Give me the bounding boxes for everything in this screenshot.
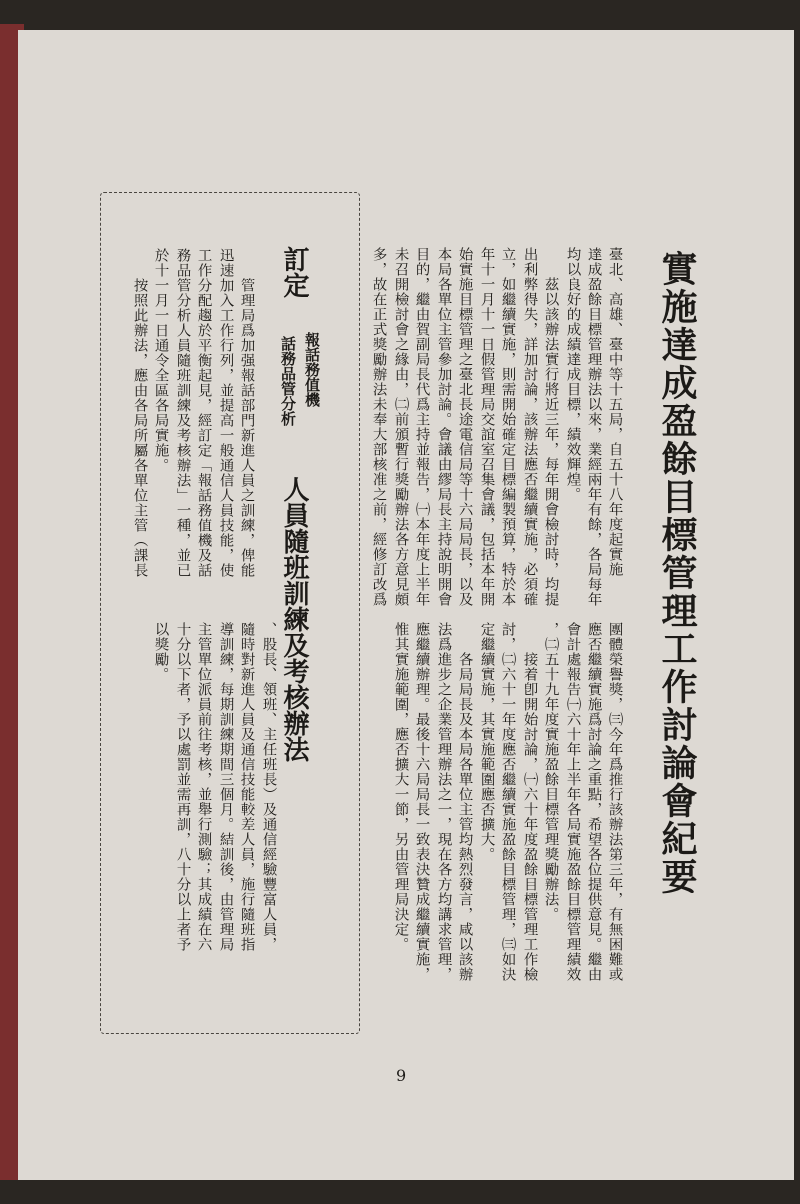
article-column: 臺北、高雄、臺中等十五局，自五十八年度起實施 [606, 247, 623, 577]
notice-column: 以獎勵。 [152, 622, 169, 682]
notice-column: 隨時對新進人員及通信技能較差人員，施行隨班指 [238, 622, 255, 952]
article-column: 團體榮譽獎，㈢今年爲推行該辦法第三年，有無困難或 [606, 622, 623, 982]
article-column: 多，故在正式獎勵辦法未奉大部核准之前，經修訂改爲 [370, 247, 387, 607]
article-column: 惟其實施範圍，應否擴大一節，另由管理局決定。 [392, 622, 409, 952]
notice-column: 於十一月一日通令全區各局實施。 [152, 248, 169, 473]
article-title: 實施達成盈餘目標管理工作討論會紀要 [656, 250, 698, 896]
article-column: 會計處報告㈠六十年上半年各局實施盈餘目標管理績效 [564, 622, 581, 982]
article-column: 本局各單位主管參加討論。會議由繆局長主持說明開會 [435, 247, 452, 607]
article-column: 出利弊得失，詳加討論，該辦法應否繼續實施，必須確 [521, 247, 538, 607]
article-column: 茲以該辦法實行將近三年，每年開會檢討時，均提 [542, 247, 559, 607]
notice-column: 主管單位派員前往考核，並舉行測驗；其成績在六 [195, 622, 212, 952]
article-column: 法爲進步之企業管理辦法之一，現在各方均講求管理， [435, 622, 452, 982]
article-column: 目的，繼由賀副局長代爲主持並報告，㈠本年度上半年 [413, 247, 430, 607]
notice-column: 務品管分析人員隨班訓練及考核辦法」一種，並已 [174, 248, 191, 578]
article-column: 各局局長及本局各單位主管均熱烈發言，咸以該辦 [456, 622, 473, 982]
notice-column: 管理局爲加强報話部門新進人員之訓練，俾能 [238, 248, 255, 578]
article-column: 始實施目標管理之臺北長途電信局等十六局局長，以及 [456, 247, 473, 607]
notice-column: 、股長、領班、主任班長）及通信經驗豐富人員， [260, 622, 277, 952]
article-column: 達成盈餘目標管理辦法以來，業經兩年有餘，各局每年 [585, 247, 602, 607]
notice-title: 人員隨班訓練及考核辦法 [279, 476, 309, 762]
article-column: 立，如繼續實施，則需開始確定目標編製預算，特於本 [499, 247, 516, 607]
notice-subtitle-line2: 話務品管分析 [279, 336, 297, 426]
article-column: 接着卽開始討論，㈠六十年度盈餘目標管理工作檢 [521, 622, 538, 982]
notice-column: 迅速加入工作行列，並提高一般通信人員技能，使 [217, 248, 234, 578]
notice-column: 十分以下者，予以處罰並需再訓，八十分以上者予 [174, 622, 191, 952]
notice-verb: 訂定 [279, 246, 309, 298]
article-column: 年十一月十一日假管理局交誼室召集會議，包括本年開 [478, 247, 495, 607]
page-number: 9 [396, 1066, 407, 1085]
article-column: 均以良好的成績達成目標，績效輝煌。 [564, 247, 581, 502]
notice-subtitle-line1: 報話務值機 [303, 332, 321, 407]
article-column: 定繼續實施，其實施範圍應否擴大。 [478, 622, 495, 862]
article-column: ，㈡五十九年度實施盈餘目標管理獎勵辦法。 [542, 622, 559, 922]
article-column: 討，㈡六十一年度應否繼續實施盈餘目標管理，㈢如決 [499, 622, 516, 982]
article-column: 應繼續辦理。最後十六局局長一致表決贊成繼續實施， [413, 622, 430, 982]
article-column: 未召開檢討會之緣由，㈡前頒暫行獎勵辦法各方意見頗 [392, 247, 409, 607]
notice-column: 工作分配趨於平衡起見，經訂定「報話務值機及話 [195, 248, 212, 578]
article-column: 應否繼續實施爲討論之重點，希望各位提供意見。繼由 [585, 622, 602, 982]
notice-column: 按照此辦法，應由各局所屬各單位主管（課長 [131, 248, 148, 578]
notice-column: 導訓練，每期訓練期間三個月。結訓後，由管理局 [217, 622, 234, 952]
